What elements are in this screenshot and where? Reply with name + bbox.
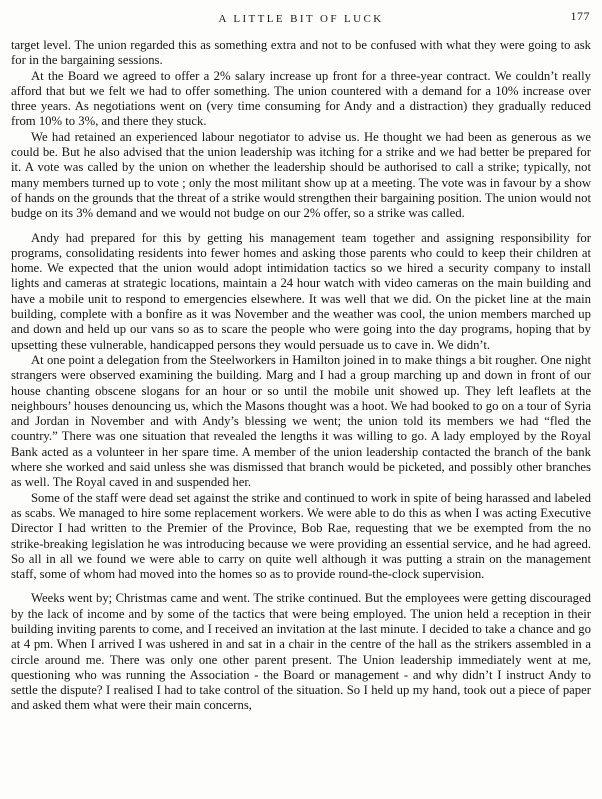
paragraph-board-offer: At the Board we agreed to offer a 2% salary increase up front for a three-year contract. We couldn’t really afford that but we felt we had to offer something. The union countered with a demand for a 10% increase over three years. As negotiations went on (very time consuming for Andy and a distraction) they gradually reduced from 10% to 3%, and there they stuck. — [11, 68, 591, 129]
page-number: 177 — [570, 9, 590, 23]
paragraph-replacement-workers: Some of the staff were dead set against the strike and continued to work in spite of being harassed and labeled as scabs. We managed to hire some replacement workers. We were able to do this as when I was acting Executive Director I had written to the Premier of the Province, Bob Rae, requesting that we be exempted from the no strike-breaking legislation he was introducing because we were providing an essential service, and he had agreed. So all in all we found we were able to carry on quite well although it was putting a strain on the management staff, some of whom had moved into the homes so as to provide round-the-clock supervision. — [11, 490, 591, 582]
paragraph-steelworkers-incidents: At one point a delegation from the Steelworkers in Hamilton joined in to make things a bit rougher. One night strangers were observed examining the building. Marg and I had a group marching up and down in front of our house chanting obscene slogans for an hour or so until the mobile unit showed up. They left leaflets at the neighbours’ houses denouncing us, which the Masons thought was a hoot. We had booked to go on a tour of Syria and Jordan in November and with Andy’s blessing we went; the union told its members we had “fled the country.” There was one situation that revealed the lengths it was willing to go. A lady employed by the Royal Bank acted as a volunteer in her spare time. A member of the union leadership contacted the branch of the bank where she worked and said unless she was dismissed that branch would be picketed, and possibly other branches as well. The Royal caved in and suspended her. — [11, 352, 591, 490]
page-body — [11, 38, 591, 714]
running-title: A LITTLE BIT OF LUCK — [218, 13, 384, 25]
paragraph-negotiator-strike-vote: We had retained an experienced labour negotiator to advise us. He thought we had been as generous as we could be. But he also advised that the union leadership was itching for a strike and we had better be prepared for it. A vote was called by the union on whether the leadership should be authorised to call a strike; typically, not many members turned up to vote ; only the most militant show up at a meeting. The vote was in favour by a show of hands on the grounds that the threat of a strike would strengthen their bargaining position. The union would not budge on its 3% demand and we would not budge on our 2% offer, so a strike was called. — [11, 129, 591, 221]
paragraph-strike-preparation: Andy had prepared for this by getting his management team together and assigning responsibility for programs, consolidating residents into fewer homes and asking those parents who could to keep their children at home. We expected that the union would adopt intimidation tactics so we hired a security company to install lights and cameras at strategic locations, maintain a 24 hour watch with video cameras on the main building and have a mobile unit to respond to emergencies elsewhere. It was well that we did. On the picket line at the main building, complete with a bonfire as it was November and the weather was cool, the union members marched up and down and held up our vans so as to scare the people who were going into the day programs, hoping that by upsetting these vulnerable, handicapped persons they would persuade us to cave in. We didn’t. — [11, 230, 591, 352]
paragraph-weeks-went-by: Weeks went by; Christmas came and went. The strike continued. But the employees were getting discouraged by the lack of income and by some of the tactics that were being employed. The union held a reception in their building inviting parents to come, and I received an invitation at the last minute. I decided to take a chance and go at 4 pm. When I arrived I was ushered in and sat in a chair in the centre of the hall as the strikers assembled in a circle around me. There was only one other parent present. The Union leadership immediately went at me, questioning who was running the Association - the Board or management - and why didn’t I instruct Andy to settle the dispute? I realised I had to take control of the situation. So I held up my hand, took out a piece of paper and asked them what were their main concerns, — [11, 591, 591, 713]
paragraph-continuation: target level. The union regarded this as something extra and not to be confused with what they were going to ask for in the bargaining sessions. — [11, 38, 591, 68]
page-header — [11, 9, 591, 27]
